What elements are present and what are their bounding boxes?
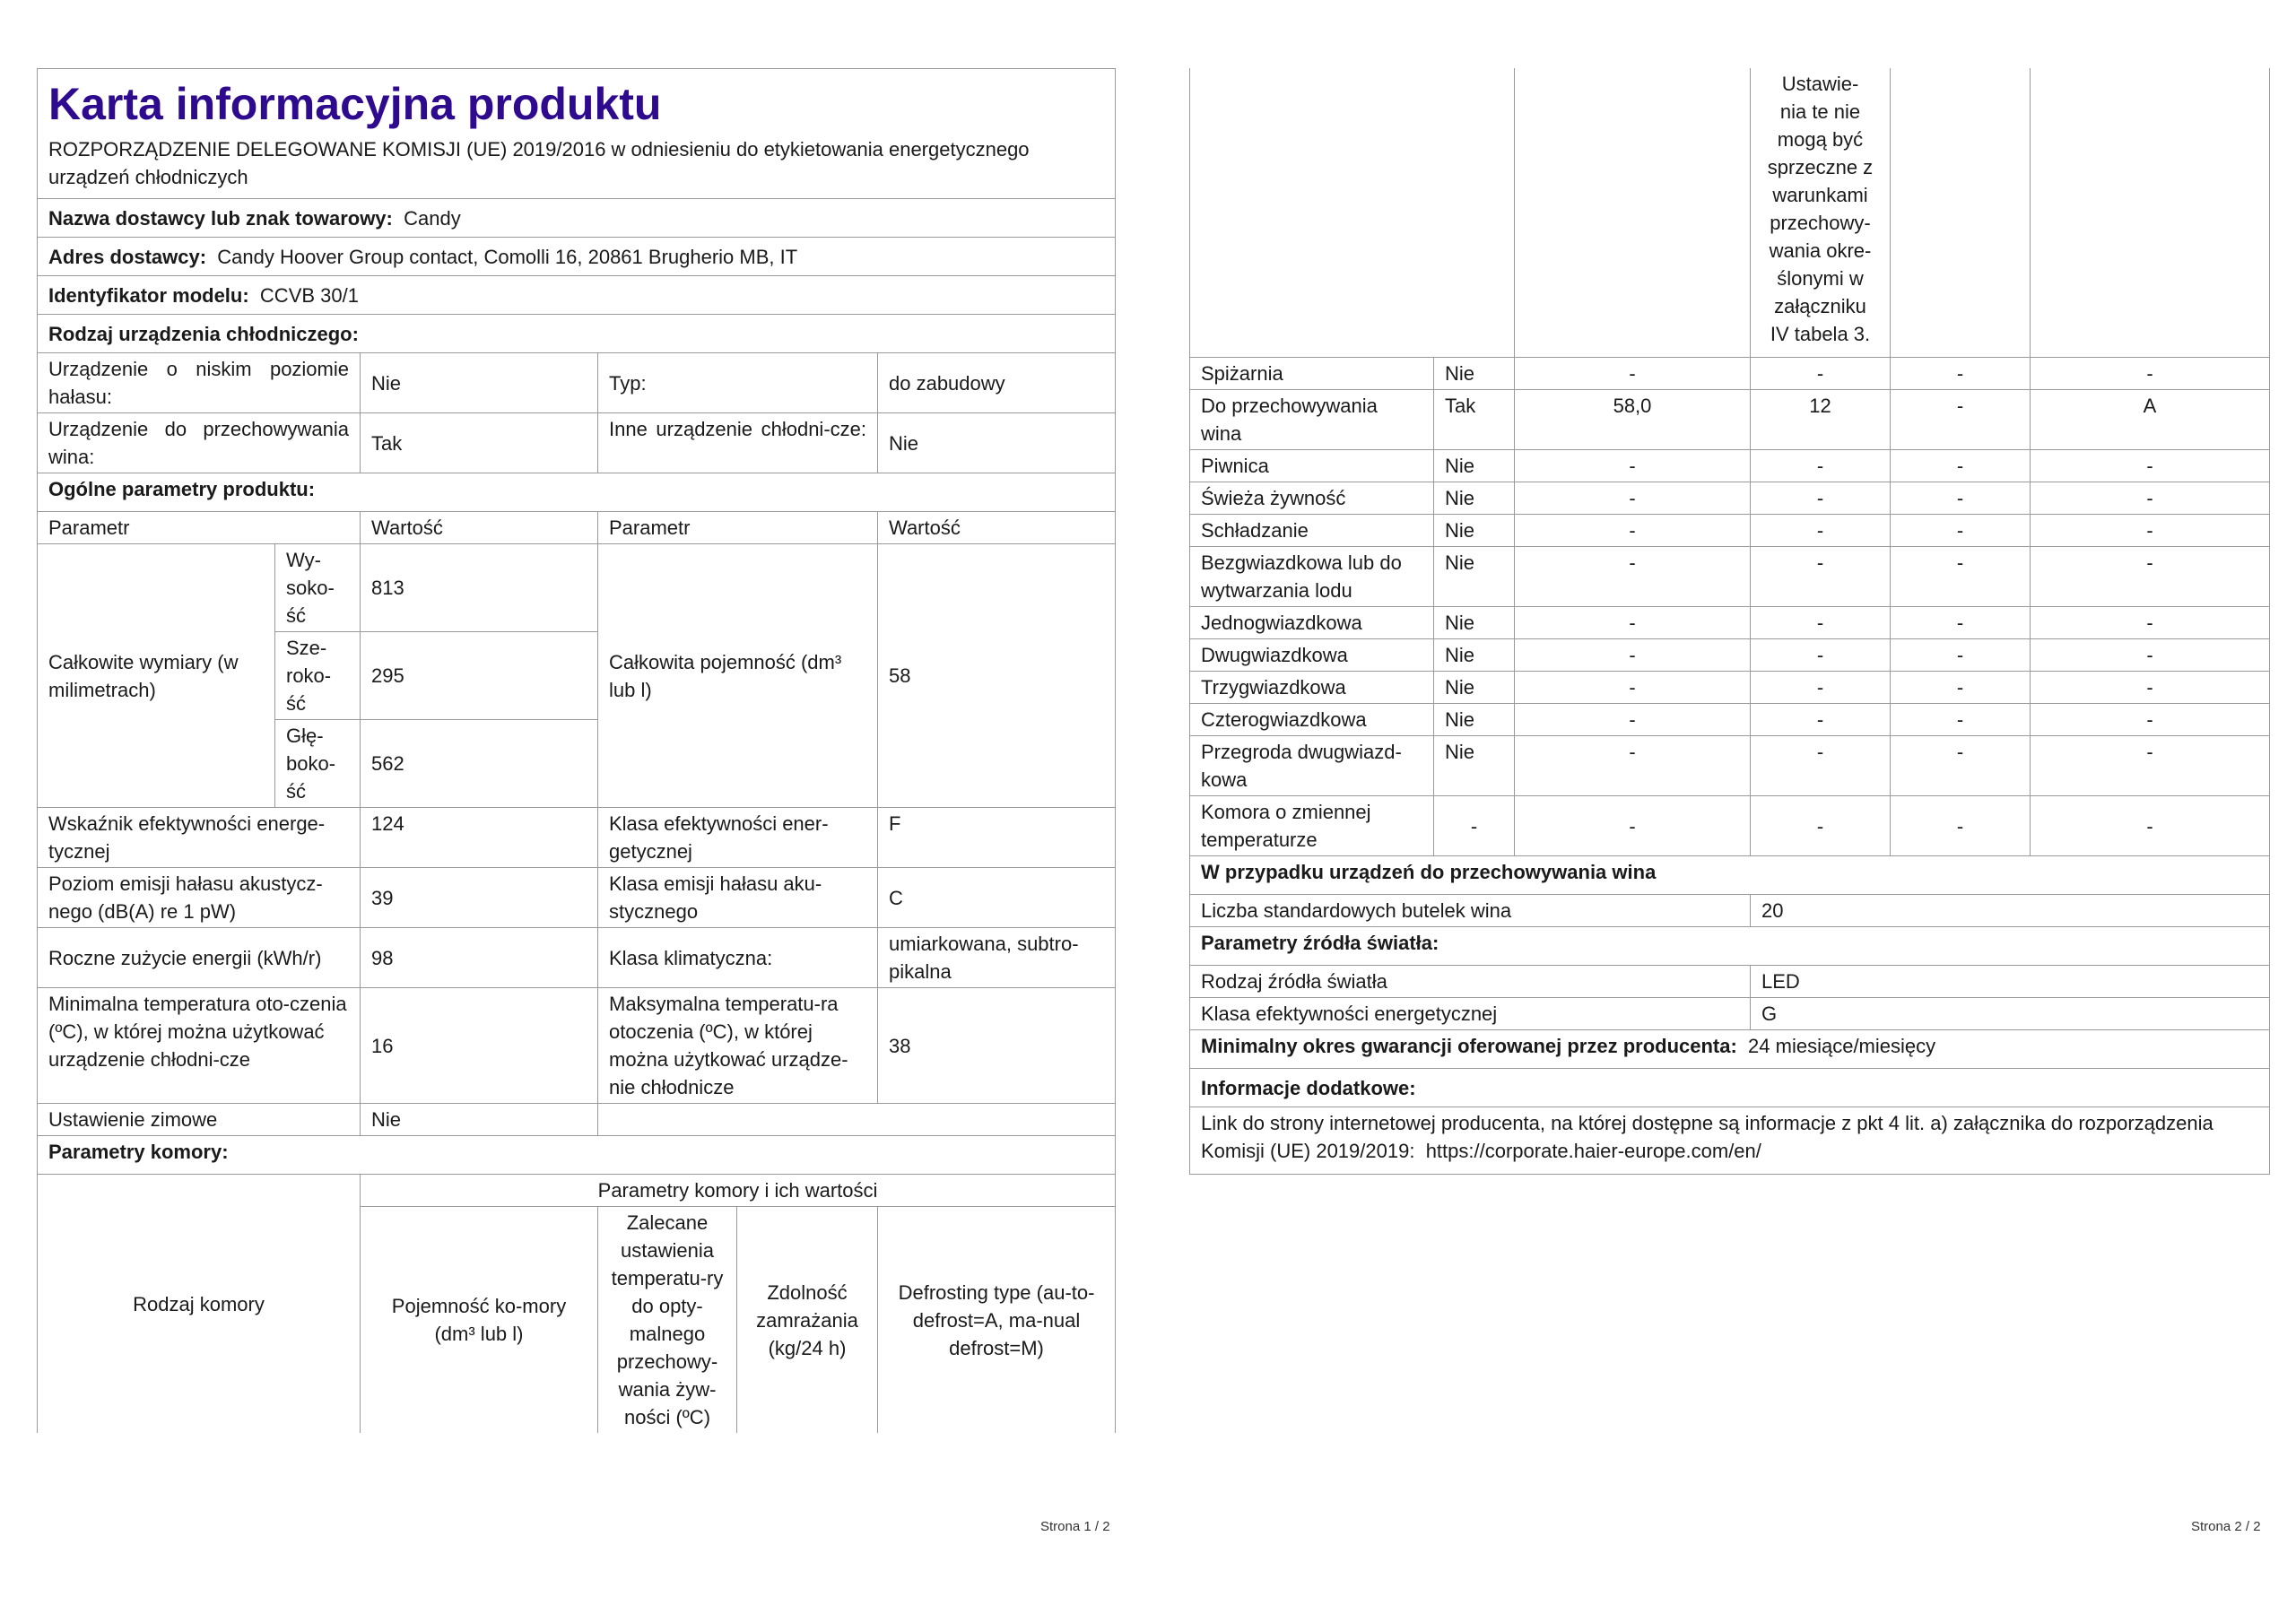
climate-value: umiarkowana, subtro-pikalna [878,928,1116,988]
compartment-name: Świeża żywność [1190,482,1434,515]
compartment-row [1190,672,2270,704]
compartment-freeze: - [1891,358,2031,390]
eei-label: Wskaźnik efektywności energe-tycznej [38,808,361,868]
compartment-temp: - [1751,482,1891,515]
wine-device-value: Tak [361,413,598,473]
compartment-temp: - [1751,450,1891,482]
compartment-name: Komora o zmiennej temperaturze [1190,796,1434,856]
comp-defrost-header: Defrosting type (au-to-defrost=A, ma-nual defrost=M) [878,1207,1116,1434]
wine-device-label: Urządzenie do przechowywania wina: [38,413,361,473]
compartment-volume: - [1515,672,1751,704]
compartment-freeze: - [1891,704,2031,736]
compartment-temp: - [1751,639,1891,672]
compartment-row [1190,796,2270,856]
min-temp-label: Minimalna temperatura oto-czenia (ºC), w której można użytkować urządzenie chłodni-cze [38,988,361,1104]
compartment-defrost: - [2031,358,2270,390]
compartment-name: Czterogwiazdkowa [1190,704,1434,736]
compartment-row [1190,547,2270,607]
compartment-defrost: - [2031,796,2270,856]
comp-params-header: Parametry komory i ich wartości [361,1175,1116,1207]
low-noise-value: Nie [361,353,598,413]
note-spacer-4 [2031,68,2270,358]
col-param-1: Parametr [38,512,361,544]
compartment-temp: - [1751,358,1891,390]
compartment-present: Nie [1434,358,1515,390]
typ-value: do zabudowy [878,353,1116,413]
height-value: 813 [361,544,598,632]
page-2-footer: Strona 2 / 2 [2191,1519,2261,1534]
compartment-temp: - [1751,515,1891,547]
other-device-value: Nie [878,413,1116,473]
note-spacer-3 [1891,68,2031,358]
compartment-freeze: - [1891,796,2031,856]
volume-label: Całkowita pojemność (dm³ lub l) [598,544,878,808]
compartment-defrost: - [2031,482,2270,515]
comp-temp-header: Zalecane ustawienia temperatu-ry do opty-malnego przechowy-wania żyw-ności (ºC) [598,1207,737,1434]
compartment-present: Nie [1434,672,1515,704]
annual-label: Roczne zużycie energii (kWh/r) [38,928,361,988]
compartment-volume: 58,0 [1515,390,1751,450]
compartment-volume: - [1515,796,1751,856]
compartment-defrost: A [2031,390,2270,450]
page-2-info-table [1189,856,2270,1175]
compartment-row [1190,482,2270,515]
page-2 [1189,68,2269,1175]
compartment-volume: - [1515,450,1751,482]
eei-value: 124 [361,808,598,868]
warranty-row [1190,1030,2270,1069]
compartment-freeze: - [1891,607,2031,639]
compartment-temp: - [1751,704,1891,736]
compartment-defrost: - [2031,704,2270,736]
width-label: Sze- roko- ść [275,632,361,720]
compartment-present: Tak [1434,390,1515,450]
height-label: Wy- soko- ść [275,544,361,632]
compartment-defrost: - [2031,672,2270,704]
compartment-volume: - [1515,358,1751,390]
noise-class-label: Klasa emisji hałasu aku-stycznego [598,868,878,928]
light-type-label: Rodzaj źródła światła [1190,966,1751,998]
max-temp-label: Maksymalna temperatu-ra otoczenia (ºC), w której można użytkować urządze-nie chłodnicze [598,988,878,1104]
noise-label: Poziom emisji hałasu akustycz-nego (dB(A) re 1 pW) [38,868,361,928]
compartment-present: Nie [1434,450,1515,482]
supplier-label: Nazwa dostawcy lub znak towarowy: [48,206,393,230]
low-noise-label: Urządzenie o niskim poziomie hałasu: [38,353,361,413]
compartment-defrost: - [2031,736,2270,796]
compartment-name: Bezgwiazdkowa lub do wytwarzania lodu [1190,547,1434,607]
comp-type-header: Rodzaj komory [38,1175,361,1434]
bottles-label: Liczba standardowych butelek wina [1190,895,1751,927]
winter-value: Nie [361,1104,598,1136]
noise-class-value: C [878,868,1116,928]
additional-section-heading: Informacje dodatkowe: [1190,1069,2270,1107]
compartment-name: Jednogwiazdkowa [1190,607,1434,639]
compartment-freeze: - [1891,390,2031,450]
light-type-value: LED [1751,966,2270,998]
general-section-heading: Ogólne parametry produktu: [38,473,1116,512]
warranty-label: Minimalny okres gwarancji oferowanej przez producenta: [1201,1035,1737,1057]
compartment-temp: - [1751,547,1891,607]
compartment-present: Nie [1434,736,1515,796]
col-value-1: Wartość [361,512,598,544]
energy-class-label: Klasa efektywności ener-getycznej [598,808,878,868]
page-title: Karta informacyjna produktu [48,79,662,129]
compartment-freeze: - [1891,672,2031,704]
winter-label: Ustawienie zimowe [38,1104,361,1136]
compartment-temp: - [1751,672,1891,704]
compartment-defrost: - [2031,515,2270,547]
compartment-defrost: - [2031,547,2270,607]
other-device-label: Inne urządzenie chłodni-cze: [598,413,878,473]
compartment-temp: 12 [1751,390,1891,450]
compartment-name: Spiżarnia [1190,358,1434,390]
compartment-table [1189,68,2270,856]
wine-section-heading: W przypadku urządzeń do przechowywania wina [1190,856,2270,895]
header-cell [38,69,1116,199]
note-spacer [1190,68,1515,358]
additional-text: Link do strony internetowej producenta, na której dostępne są informacje z pkt 4 lit. a) załącznika do rozporządzenia Komisji (UE) 2019/2019: [1201,1112,2213,1162]
compartment-present: Nie [1434,639,1515,672]
compartment-freeze: - [1891,482,2031,515]
compartment-temp: - [1751,736,1891,796]
compartment-row [1190,390,2270,450]
supplier-value: Candy [404,206,461,230]
light-class-value: G [1751,998,2270,1030]
bottles-value: 20 [1751,895,2270,927]
compartment-volume: - [1515,607,1751,639]
page-1 [37,68,1115,1433]
compartment-freeze: - [1891,547,2031,607]
additional-info [1190,1107,2270,1175]
address-row [38,238,1116,276]
address-label: Adres dostawcy: [48,245,207,268]
address-value: Candy Hoover Group contact, Comolli 16, 20861 Brugherio MB, IT [217,245,798,268]
product-info-table [37,68,1116,1433]
supplier-row [38,199,1116,238]
col-value-2: Wartość [878,512,1116,544]
compartment-present: Nie [1434,547,1515,607]
compartment-defrost: - [2031,607,2270,639]
compartment-volume: - [1515,736,1751,796]
energy-class-value: F [878,808,1116,868]
col-param-2: Parametr [598,512,878,544]
page-1-footer: Strona 1 / 2 [1040,1519,1110,1534]
light-class-label: Klasa efektywności energetycznej [1190,998,1751,1030]
compartment-name: Do przechowywania wina [1190,390,1434,450]
min-temp-value: 16 [361,988,598,1104]
compartment-freeze: - [1891,450,2031,482]
compartment-volume: - [1515,482,1751,515]
compartment-name: Dwugwiazdkowa [1190,639,1434,672]
compartment-volume: - [1515,515,1751,547]
model-row [38,276,1116,315]
compartment-row [1190,450,2270,482]
comp-freeze-header: Zdolność zamrażania (kg/24 h) [737,1207,878,1434]
annual-value: 98 [361,928,598,988]
compartment-defrost: - [2031,450,2270,482]
comp-volume-header: Pojemność ko-mory (dm³ lub l) [361,1207,598,1434]
compartment-volume: - [1515,547,1751,607]
regulation-text: ROZPORZĄDZENIE DELEGOWANE KOMISJI (UE) 2019/2016 w odniesieniu do etykietowania energetycznego urządzeń chłodniczych [48,138,1030,188]
compartment-row [1190,515,2270,547]
compartment-present: Nie [1434,515,1515,547]
compartment-row [1190,704,2270,736]
compartment-row [1190,736,2270,796]
depth-label: Głę- boko- ść [275,720,361,808]
manufacturer-link[interactable]: https://corporate.haier-europe.com/en/ [1425,1140,1761,1162]
compartment-name: Przegroda dwugwiazd-kowa [1190,736,1434,796]
model-label: Identyfikator modelu: [48,283,249,307]
compartment-present: - [1434,796,1515,856]
compartment-row [1190,358,2270,390]
volume-value: 58 [878,544,1116,808]
compartment-row [1190,607,2270,639]
compartment-temp: - [1751,607,1891,639]
compartment-defrost: - [2031,639,2270,672]
compartment-freeze: - [1891,515,2031,547]
compartment-name: Piwnica [1190,450,1434,482]
warranty-value: 24 miesiące/miesięcy [1748,1035,1936,1057]
noise-value: 39 [361,868,598,928]
climate-label: Klasa klimatyczna: [598,928,878,988]
model-value: CCVB 30/1 [259,283,359,307]
compartment-volume: - [1515,704,1751,736]
compartment-freeze: - [1891,736,2031,796]
temp-note: Ustawie- nia te nie mogą być sprzeczne z warunkami przechowy- wania okre- ślonymi w załączniku IV tabela 3. [1751,68,1891,358]
compartment-temp: - [1751,796,1891,856]
dims-label: Całkowite wymiary (w milimetrach) [38,544,275,808]
compartment-volume: - [1515,639,1751,672]
compartment-name: Trzygwiazdkowa [1190,672,1434,704]
max-temp-value: 38 [878,988,1116,1104]
compartment-present: Nie [1434,704,1515,736]
depth-value: 562 [361,720,598,808]
compartment-present: Nie [1434,482,1515,515]
compartment-freeze: - [1891,639,2031,672]
compartment-row [1190,639,2270,672]
width-value: 295 [361,632,598,720]
compartment-present: Nie [1434,607,1515,639]
typ-label: Typ: [598,353,878,413]
compartment-name: Schładzanie [1190,515,1434,547]
light-section-heading: Parametry źródła światła: [1190,927,2270,966]
note-spacer-2 [1515,68,1751,358]
type-section-heading: Rodzaj urządzenia chłodniczego: [38,315,1116,353]
compartment-section-heading: Parametry komory: [38,1136,1116,1175]
winter-empty [598,1104,1116,1136]
